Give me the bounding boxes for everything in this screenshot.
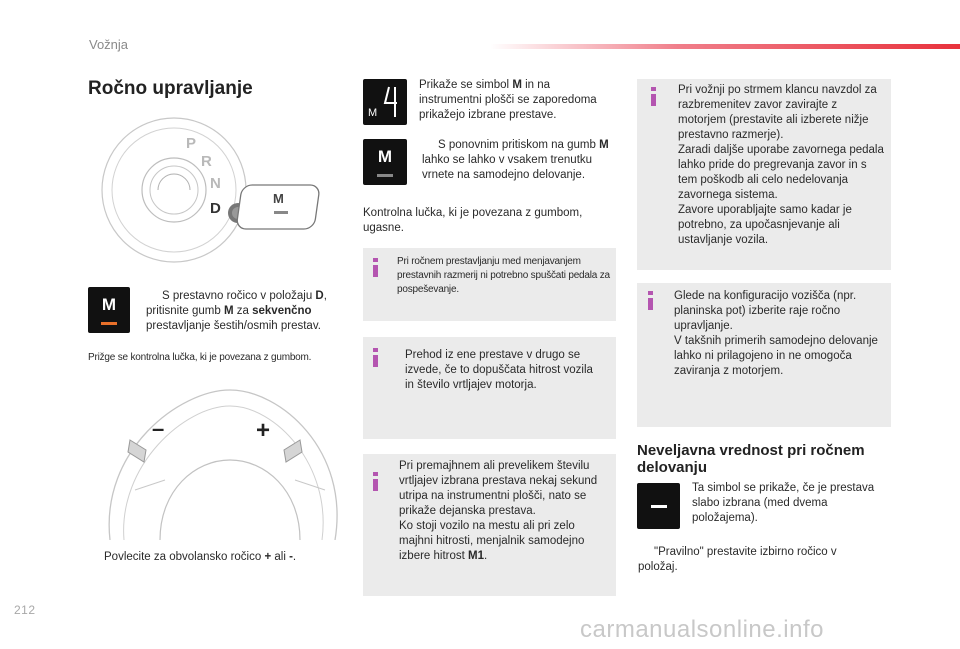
info-icon (651, 87, 656, 106)
step-correct-lever: "Pravilno" prestavite izbirno ročico v položaj. (638, 546, 837, 573)
info-icon (373, 258, 378, 277)
m-symbol-icon: M (363, 139, 407, 185)
info-box-road-config: Glede na konfiguracijo vozišča (npr. planinska pot) izberite raje ročno upravljanje. V takšnih primerih samodejno delovanje lahko ni prilagojeno in ne omogoča zaviranja z motorjem. (637, 283, 891, 427)
step-press-m: S prestavno ročico v položaju D, pritisnite gumb M za sekvenčno prestavljanje šestih/osmih prestav. (146, 290, 327, 332)
display-description: Prikaže se simbol M in na instrumentni plošči se zaporedoma prikažejo izbrane prestave. (419, 79, 597, 121)
m-symbol-orange-icon: M (88, 287, 130, 333)
invalid-symbol-text: Ta simbol se prikaže, če je prestava slabo izbrana (med dvema položajema). (692, 482, 875, 524)
gear-letter-n: N (210, 175, 221, 192)
step-press-m-again: S ponovnim pritiskom na gumb M lahko se lahko v vsakem trenutku vrnete na samodejno delovanje. (422, 139, 609, 181)
gear-letter-d: D (210, 200, 221, 217)
section-subtitle: Neveljavna vrednost pri ročnem delovanju (637, 442, 865, 476)
gear-letter-p: P (186, 135, 197, 152)
gear-selector-illustration (88, 115, 338, 270)
info-icon (373, 348, 378, 367)
m-gear-display-icon (363, 79, 407, 125)
header-accent-bar (490, 44, 960, 49)
step-pull-paddle: Povlecite za obvolansko ročico + ali -. (104, 551, 297, 563)
info-box-throttle: Pri ročnem prestavljanju med menjavanjem prestavnih razmerij ni potrebno spuščati pedala za pospeševanje. (363, 248, 616, 321)
info-icon (648, 291, 653, 310)
svg-text:M: M (368, 107, 378, 119)
invalid-gear-icon (637, 483, 680, 529)
info-icon (373, 472, 378, 491)
wheel-plus-label: + (256, 417, 271, 444)
page-number: 212 (14, 603, 36, 617)
info-box-gear-change: Prehod iz ene prestave v drugo se izvede, če to dopuščata hitrost vozila in število vrtljajev motorja. (363, 337, 616, 439)
wheel-minus-label: – (152, 416, 165, 441)
lamp-on-note: Prižge se kontrolna lučka, ki je povezana z gumbom. (88, 352, 312, 363)
m-button-label: M (273, 191, 284, 206)
section-label: Vožnja (89, 37, 129, 52)
watermark: carmanualsonline.info (580, 616, 824, 643)
gear-letter-r: R (201, 153, 212, 170)
page-title: Ročno upravljanje (88, 78, 253, 99)
paddle-plus-icon (284, 440, 302, 462)
steering-wheel-illustration (100, 370, 340, 540)
info-box-rpm: Pri premajhnem ali prevelikem številu vrtljajev izbrana prestava nekaj sekund utripa na instrumentni plošči, nato se prikaže dejanska prestava. Ko stoji vozilo na mestu ali pri zelo majhni hitrosti, menjalnik samodejno izbere hitrost M1. (363, 454, 616, 596)
info-box-downhill: Pri vožnji po strmem klancu navzdol za razbremenitev zavor zavirajte z motorjem (prestavite ali izberete nižje prestavno razmerje). Zaradi daljše uporabe zavornega pedala lahko pride do pregrevanja zavor in s tem poškodb ali celo nedelovanja zavornega sistema. Zavore uporabljajte samo kadar je potrebno, za upočasnjevanje ali ustavljanje vozila. (637, 79, 891, 270)
lamp-off-note: Kontrolna lučka, ki je povezana z gumbom, ugasne. (363, 207, 583, 234)
